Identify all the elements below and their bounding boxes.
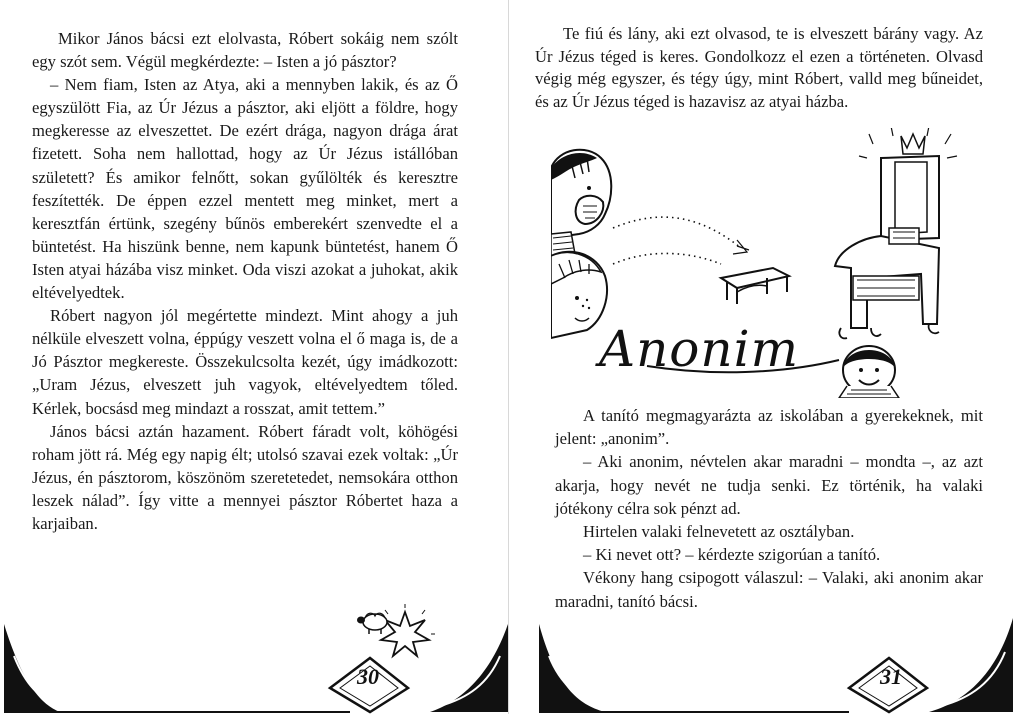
left-page: [0, 0, 508, 714]
right-page: [509, 0, 1017, 714]
right-bottom-text: [555, 404, 983, 613]
paragraph: – Ki nevet ott? – kérdezte szigorúan a tanító.: [583, 545, 881, 565]
sun-icon: [381, 604, 435, 656]
left-page-text: [32, 27, 458, 535]
paragraph: – Nem fiam, Isten az Atya, aki a mennyben lakik, és az Ő egyszülött Fia, az Úr Jézus a pásztor, aki eljött a földre, hogy megkeresse az elveszettet. De ezért drága, nagyon drága árat fizetett. Soha nem hallottad, hogy az Úr Jézus istállóban született? És amikor felnőtt, sokan gyűlölték és keresztre feszítették. De éppen ezzel mentett meg minket, mert a keresztfán értünk, szegény bűnös emberekért szenvedte el a büntetést. Ha hiszünk benne, nem kapunk büntetést, hanem Ő Isten atyai házába visz minket. Oda viszi azokat a juhokat, akik eltévelyedtek.: [32, 75, 458, 303]
paragraph: János bácsi aztán hazament. Róbert fáradt volt, köhögési roham jött rá. Még egy napig élt; utolsó szavai ezek voltak: „Úr Jézus, én pásztorom, köszönöm szeretetedet, nemsokára otthon leszek nálad”. Így vitte a mennyei pásztor Róbertet haza a karjaiban.: [32, 421, 458, 533]
paragraph: Hirtelen valaki felnevetett az osztályban.: [583, 522, 855, 542]
story-title: Anonim: [599, 320, 800, 378]
dotted-arc-arrow: [613, 217, 741, 248]
paragraph: Te fiú és lány, aki ezt olvasod, te is elveszett bárány vagy. Az Úr Jézus téged is keres. Gondolkozz el ezen a történeten. Olvasd végig még egyszer, és tégy úgy, mint Róbert, valld meg bűneidet, és az Úr Jézus téged is hazavisz az atyai házba.: [535, 24, 983, 111]
smiling-face-icon: [839, 346, 899, 398]
boy-illustration: [551, 150, 611, 256]
sheep-icon: [357, 613, 387, 634]
right-footer-ornament: [509, 594, 1017, 714]
stool-illustration: [721, 268, 789, 304]
page-number: 30: [357, 664, 379, 689]
paragraph: A tanító megmagyarázta az iskolában a gyerekeknek, mit jelent: „anonim”.: [555, 406, 983, 449]
paragraph: Vékony hang csipogott válaszul: – Valaki, aki anonim akar maradni, tanító bácsi.: [555, 568, 983, 611]
paragraph: Róbert nagyon jól megértette mindezt. Mint ahogy a juh nélküle elveszett volna, éppúgy veszett volna el ő maga is, de a Jó Pásztor megkereste. Összekulcsolta kezét, úgy imádkozott: „Uram Jézus, elveszett juh vagyok, eltévelyedtem tőled. Kérlek, bocsásd meg mindazt a rosszat, amit tettem.”: [32, 306, 458, 418]
page-number: 31: [880, 664, 902, 689]
paragraph: Mikor János bácsi ezt elolvasta, Róbert sokáig nem szólt egy szót sem. Végül megkérdezte: – Isten a jó pásztor?: [32, 29, 458, 72]
paragraph: – Aki anonim, névtelen akar maradni – mondta –, az azt akarja, hogy nevét ne tudja senki. Ez történik, ha valaki jótékony célra sok pénzt ad.: [555, 452, 983, 518]
left-footer-ornament: [0, 594, 508, 714]
right-top-text: [535, 23, 983, 113]
throne-illustration: [835, 128, 957, 338]
